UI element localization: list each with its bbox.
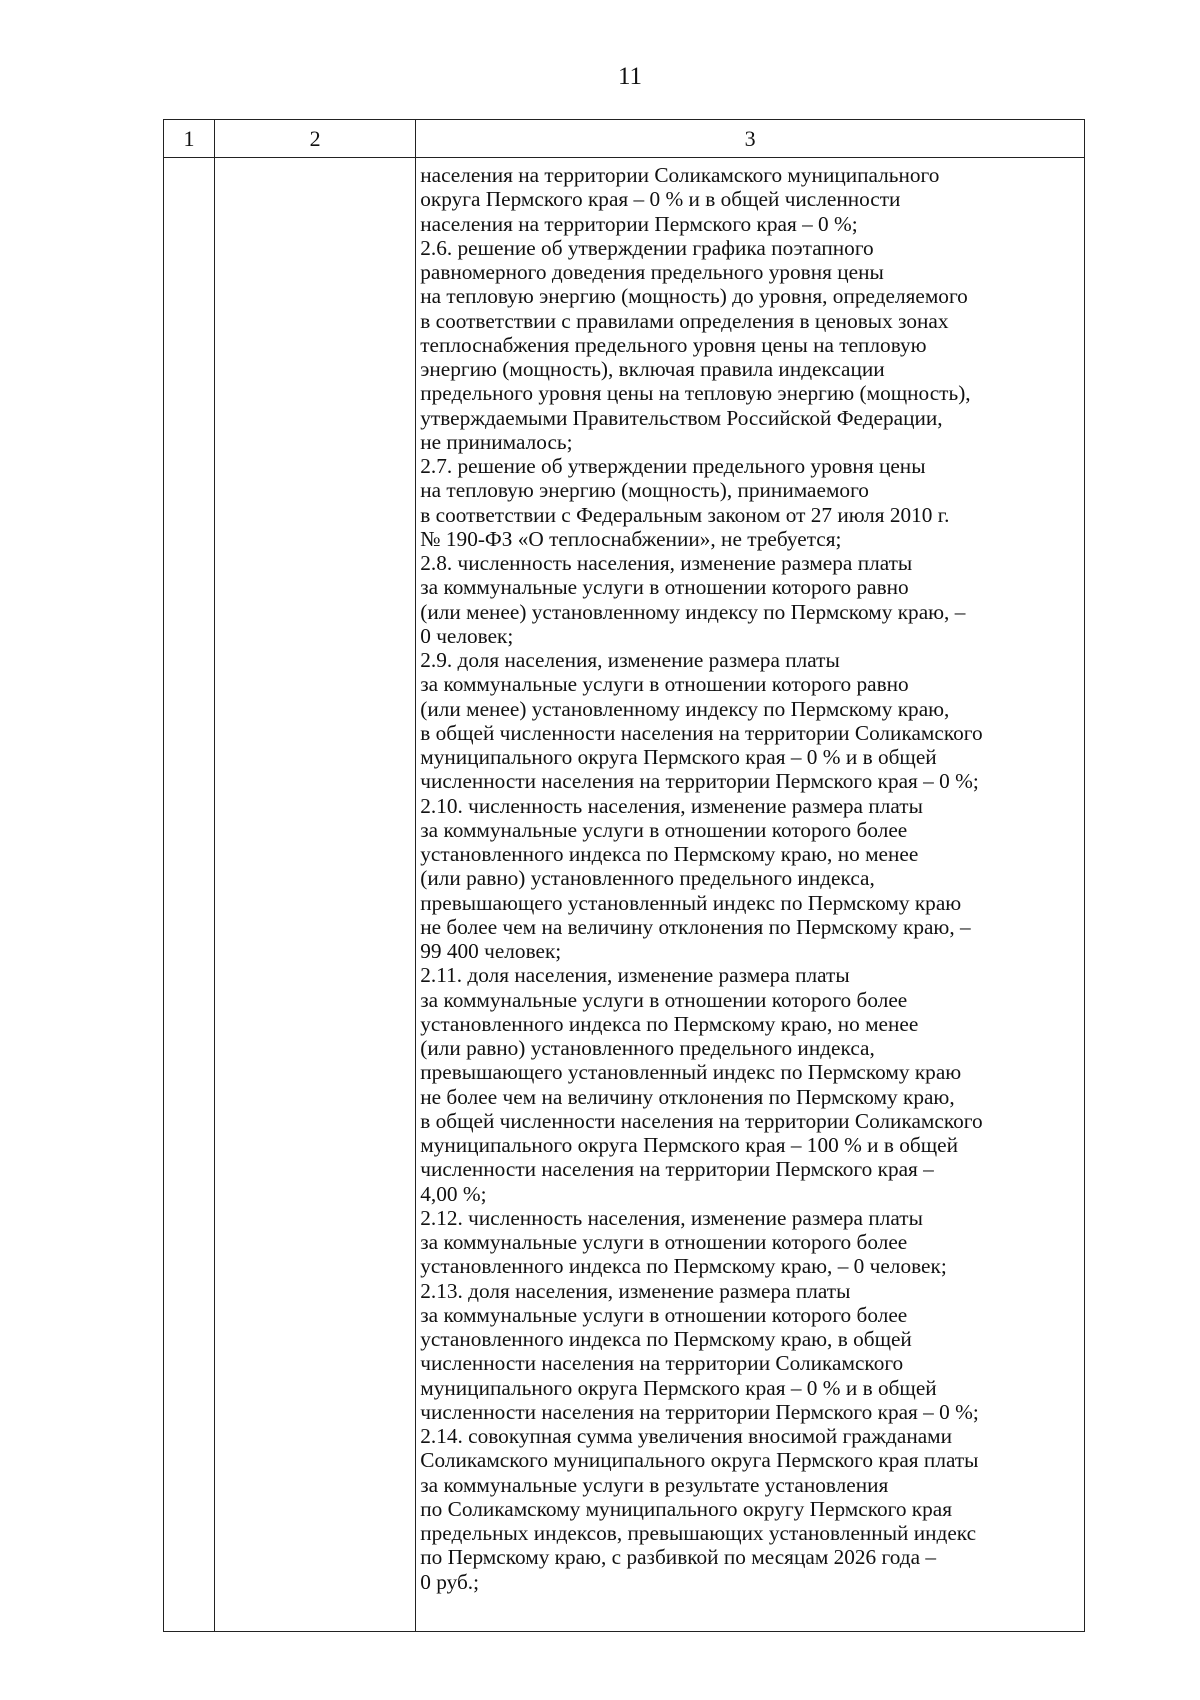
- text-line: предельного уровня цены на тепловую энергию (мощность),: [420, 381, 971, 406]
- text-line: за коммунальные услуги в отношении которого равно: [420, 672, 909, 697]
- text-line: равномерного доведения предельного уровня цены: [420, 260, 884, 284]
- text-line: установленного индекса по Пермскому краю, – 0 человек;: [420, 1254, 947, 1279]
- text-line: численности населения на территории Пермского края – 0 %;: [420, 769, 979, 794]
- text-line: за коммунальные услуги в отношении которого более: [420, 1302, 908, 1327]
- text-line: муниципального округа Пермского края – 100 % и в общей: [420, 1133, 958, 1157]
- text-line: 0 человек;: [420, 623, 514, 648]
- text-line: предельных индексов, превышающих установленный индекс: [420, 1521, 977, 1545]
- table-header-row: [164, 120, 1085, 158]
- text-line: (или равно) установленного предельного индекса,: [420, 1036, 875, 1060]
- text-line: населения на территории Соликамского муниципального: [420, 163, 940, 187]
- text-line: 2.13. доля населения, изменение размера платы: [420, 1278, 851, 1303]
- column-header-2: 2: [215, 120, 416, 158]
- text-line: 2.14. совокупная сумма увеличения вносимой гражданами: [420, 1424, 953, 1448]
- text-line: теплоснабжения предельного уровня цены на тепловую: [420, 332, 927, 357]
- text-line: за коммунальные услуги в результате установления: [420, 1472, 889, 1497]
- text-line: 4,00 %;: [420, 1181, 487, 1206]
- text-line: превышающего установленный индекс по Пермскому краю: [420, 890, 962, 915]
- document-table: [163, 119, 1085, 1632]
- text-line: численности населения на территории Соликамского: [420, 1351, 904, 1376]
- text-line: 0 руб.;: [420, 1569, 480, 1594]
- text-line: на тепловую энергию (мощность), принимаемого: [420, 478, 869, 503]
- text-line: за коммунальные услуги в отношении которого равно: [420, 575, 909, 600]
- text-line: 2.12. численность населения, изменение размера платы: [420, 1205, 923, 1230]
- text-line: 99 400 человек;: [420, 939, 562, 963]
- text-line: муниципального округа Пермского края – 0 % и в общей: [420, 745, 937, 769]
- text-line: не более чем на величину отклонения по Пермскому краю,: [420, 1084, 955, 1109]
- text-line: 2.10. численность населения, изменение размера платы: [420, 793, 923, 818]
- text-line: округа Пермского края – 0 % и в общей численности: [420, 187, 901, 212]
- page-number: 11: [617, 63, 643, 90]
- text-line: за коммунальные услуги в отношении которого более: [420, 1230, 908, 1254]
- text-line: численности населения на территории Пермского края –: [420, 1157, 934, 1182]
- text-line: за коммунальные услуги в отношении которого более: [420, 987, 908, 1012]
- text-line: 2.9. доля населения, изменение размера платы: [420, 648, 840, 672]
- text-line: по Соликамскому муниципального округу Пермского края: [420, 1496, 953, 1521]
- text-line: установленного индекса по Пермскому краю, но менее: [420, 842, 919, 866]
- text-line: за коммунальные услуги в отношении которого более: [420, 817, 908, 842]
- cell-col-2: [215, 158, 416, 1632]
- text-line: населения на территории Пермского края – 0 %;: [420, 211, 858, 236]
- text-line: превышающего установленный индекс по Пермскому краю: [420, 1060, 962, 1085]
- text-line: в соответствии с правилами определения в ценовых зонах: [420, 308, 949, 333]
- text-line: в общей численности населения на территории Соликамского: [420, 1108, 983, 1133]
- text-line: в общей численности населения на территории Соликамского: [420, 720, 983, 745]
- text-line: 2.7. решение об утверждении предельного уровня цены: [420, 454, 926, 478]
- text-line: численности населения на территории Пермского края – 0 %;: [420, 1399, 979, 1424]
- column-header-1: 1: [164, 120, 215, 158]
- text-line: (или равно) установленного предельного индекса,: [420, 866, 875, 891]
- text-line: в соответствии с Федеральным законом от 27 июля 2010 г.: [420, 502, 950, 527]
- text-line: 2.6. решение об утверждении графика поэтапного: [420, 235, 874, 260]
- text-line: № 190-ФЗ «О теплоснабжении», не требуется;: [420, 526, 842, 551]
- text-line: 2.11. доля населения, изменение размера платы: [420, 963, 850, 988]
- text-line: (или менее) установленному индексу по Пермскому краю, –: [420, 599, 966, 624]
- text-line: на тепловую энергию (мощность) до уровня, определяемого: [420, 284, 968, 309]
- text-line: не принималось;: [420, 429, 573, 454]
- text-line: 2.8. численность населения, изменение размера платы: [420, 551, 913, 575]
- table-row: [164, 158, 1085, 1632]
- text-line: установленного индекса по Пермскому краю, но менее: [420, 1011, 919, 1036]
- text-line: Соликамского муниципального округа Пермского края платы: [420, 1448, 979, 1473]
- text-line: не более чем на величину отклонения по Пермскому краю, –: [420, 914, 971, 939]
- cell-col-3-text: [416, 158, 1085, 1632]
- text-line: утверждаемыми Правительством Российской Федерации,: [420, 405, 943, 430]
- text-line: муниципального округа Пермского края – 0 % и в общей: [420, 1375, 937, 1400]
- text-line: (или менее) установленному индексу по Пермскому краю,: [420, 696, 950, 721]
- text-line: по Пермскому краю, с разбивкой по месяцам 2026 года –: [420, 1545, 937, 1570]
- column-header-3: 3: [416, 120, 1085, 158]
- cell-col-1: [164, 158, 215, 1632]
- text-line: энергию (мощность), включая правила индексации: [420, 357, 885, 381]
- text-line: установленного индекса по Пермскому краю, в общей: [420, 1327, 912, 1351]
